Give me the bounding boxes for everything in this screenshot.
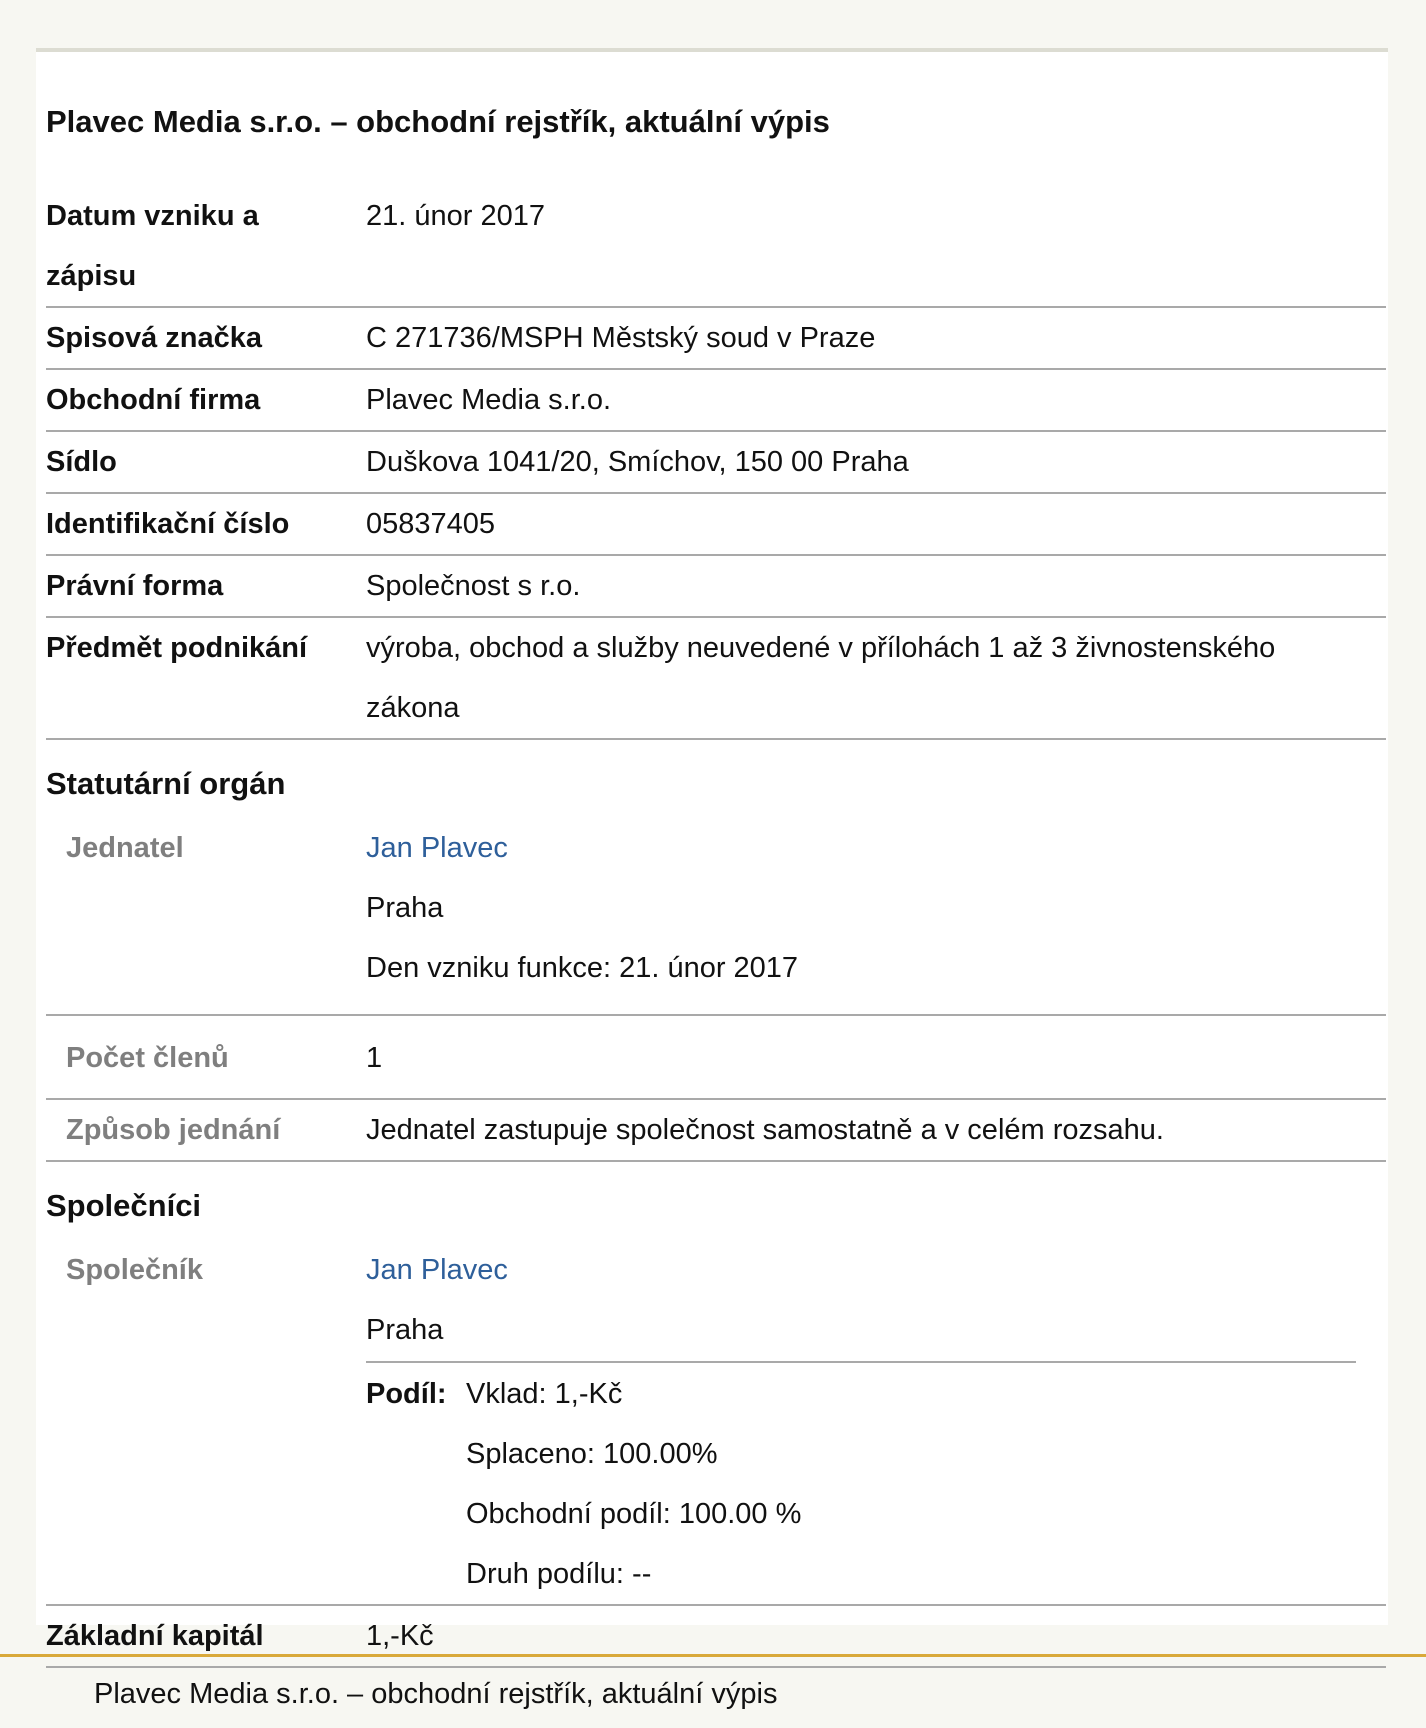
row-value: Plavec Media s.r.o.	[366, 384, 611, 416]
section-heading-statutory: Statutární orgán	[46, 766, 286, 801]
share-paid: Splaceno: 100.00%	[466, 1438, 718, 1470]
register-card	[36, 48, 1388, 1652]
person-name[interactable]: Jan Plavec	[366, 832, 508, 864]
person-name[interactable]: Jan Plavec	[366, 1254, 508, 1286]
row-value: 1,-Kč	[366, 1620, 434, 1652]
share-type: Druh podílu: --	[466, 1558, 652, 1590]
row-label: Společník	[66, 1254, 203, 1286]
row-acting-method	[46, 1100, 1386, 1162]
row-value: 21. únor 2017	[366, 200, 545, 232]
row-legal-form	[46, 556, 1386, 618]
row-label: Právní forma	[46, 570, 224, 602]
row-label: Spisová značka	[46, 322, 262, 354]
row-registered-capital	[46, 1606, 1386, 1668]
person-link[interactable]	[366, 1240, 1366, 1300]
footer-title: Plavec Media s.r.o. – obchodní rejstřík, aktuální výpis	[94, 1678, 778, 1710]
row-label: Sídlo	[46, 446, 117, 478]
person-city: Praha	[366, 1314, 444, 1346]
row-value: 05837405	[366, 508, 496, 540]
row-file-number	[46, 308, 1386, 370]
share-deposit: Vklad: 1,-Kč	[466, 1378, 623, 1410]
share-business: Obchodní podíl: 100.00 %	[466, 1498, 802, 1530]
page-title: Plavec Media s.r.o. – obchodní rejstřík, aktuální výpis	[46, 104, 830, 139]
row-seat	[46, 432, 1386, 494]
row-label: Datum vzniku a zápisu	[46, 200, 259, 292]
partner-entry	[46, 1240, 1386, 1606]
row-value: C 271736/MSPH Městský soud v Praze	[366, 322, 876, 354]
row-label: Počet členů	[66, 1042, 229, 1074]
row-value: Jednatel zastupuje společnost samostatně a v celém rozsahu.	[366, 1114, 1164, 1146]
row-business-scope	[46, 618, 1386, 740]
footer-divider	[0, 1654, 1426, 1657]
person-city: Praha	[366, 892, 444, 924]
row-company-name	[46, 370, 1386, 432]
row-label: Identifikační číslo	[46, 508, 290, 540]
row-founding-date	[46, 186, 1386, 308]
row-value: Společnost s r.o.	[366, 570, 581, 602]
row-value: Duškova 1041/20, Smíchov, 150 00 Praha	[366, 446, 909, 478]
row-label: Obchodní firma	[46, 384, 261, 416]
row-label: Základní kapitál	[46, 1620, 264, 1652]
share-divider	[366, 1361, 1356, 1363]
row-label: Způsob jednání	[66, 1114, 281, 1146]
share-label: Podíl:	[366, 1378, 447, 1410]
person-link[interactable]	[366, 818, 1366, 878]
row-label: Jednatel	[66, 832, 184, 864]
row-value: 1	[366, 1042, 383, 1074]
row-company-id	[46, 494, 1386, 556]
statutory-member	[46, 818, 1386, 1016]
row-value: výroba, obchod a služby neuvedené v přílohách 1 až 3 živnostenského zákona	[366, 632, 1276, 724]
row-members-count	[46, 1018, 1386, 1100]
function-since: Den vzniku funkce: 21. únor 2017	[366, 952, 799, 984]
section-heading-partners: Společníci	[46, 1188, 202, 1223]
row-label: Předmět podnikání	[46, 632, 308, 664]
